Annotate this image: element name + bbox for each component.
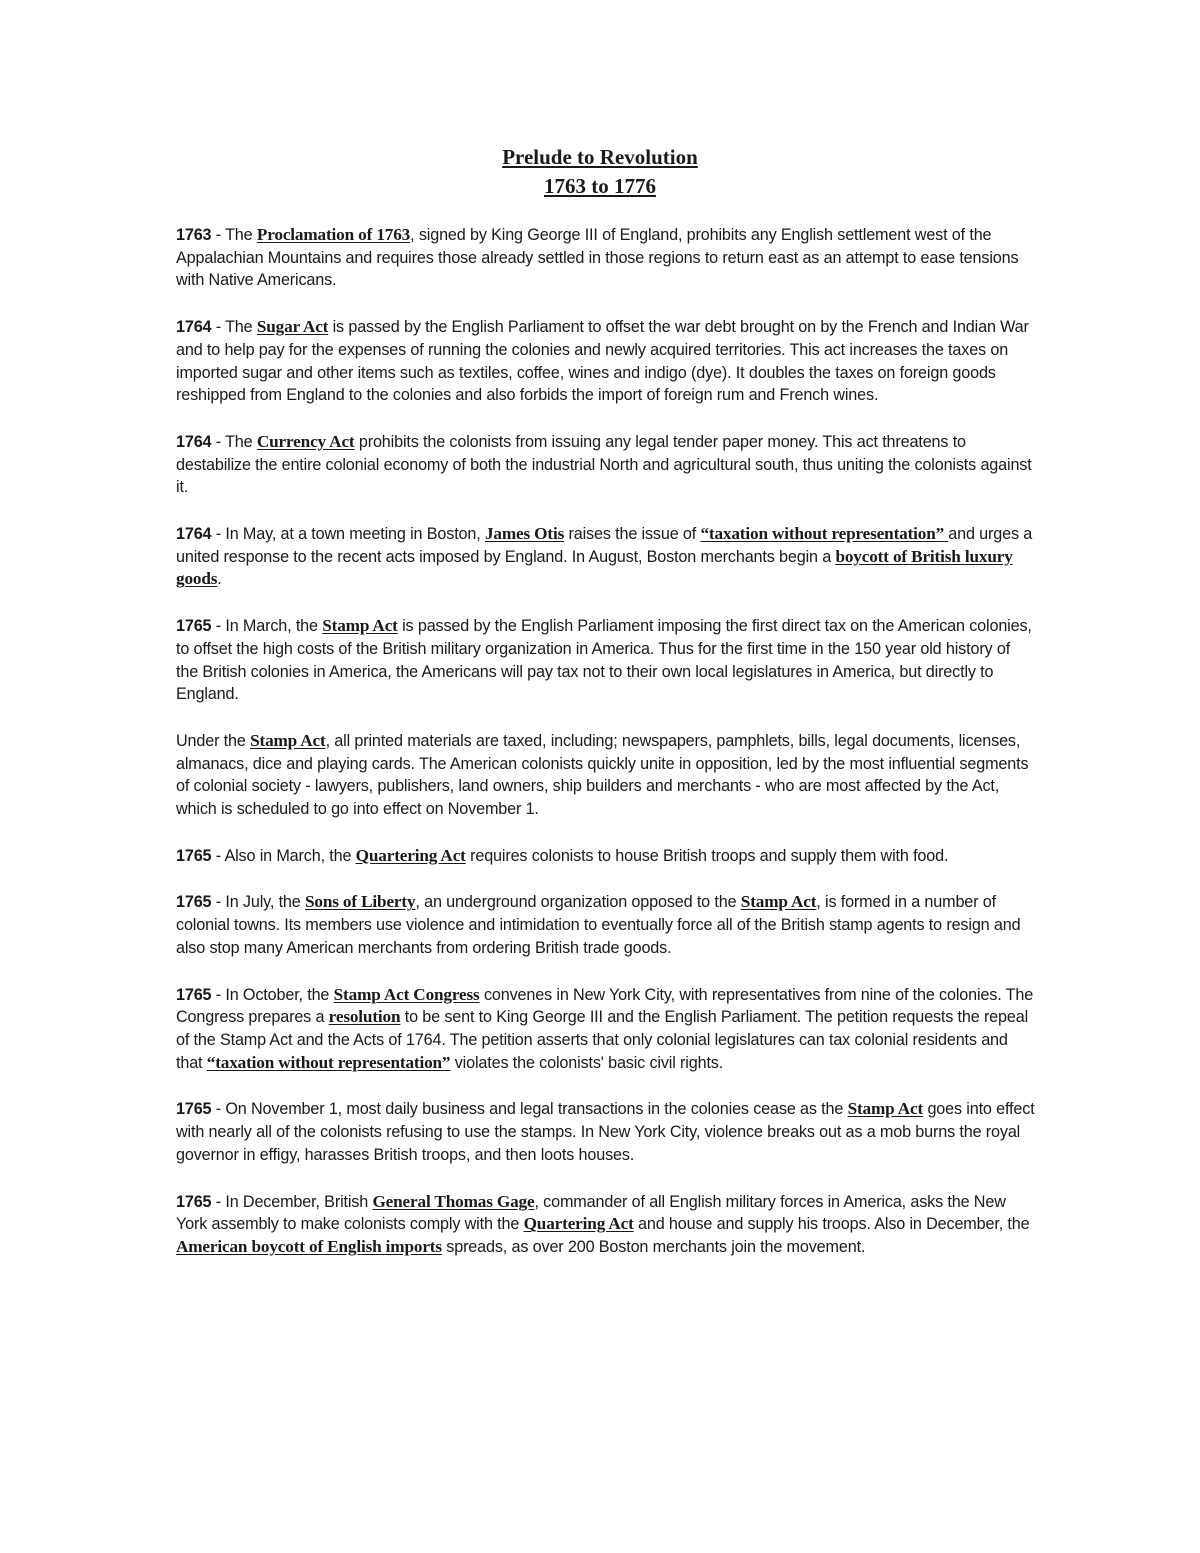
key-term: Currency Act [256, 431, 355, 451]
key-term: Stamp Act Congress [333, 984, 480, 1004]
paragraph [176, 316, 1036, 407]
paragraph [176, 224, 1036, 292]
entry-year: 1765 [176, 617, 212, 636]
paragraph [176, 984, 1036, 1075]
key-term: Quartering Act [355, 845, 466, 865]
document-title: Prelude to Revolution [502, 145, 698, 169]
paragraph-text: spreads, as over 200 Boston merchants join the movement. [441, 1237, 866, 1256]
entry-year: 1765 [176, 1100, 212, 1119]
paragraph-text: violates the colonists' basic civil rights. [450, 1053, 724, 1072]
title-block [0, 143, 1200, 201]
key-term: James Otis [484, 524, 565, 544]
paragraph-text: - In May, at a town meeting in Boston, [211, 525, 485, 544]
paragraph-text: and urges a united response to the recent acts imposed by England. In August, Boston merchants begin a [176, 525, 1033, 566]
paragraph [176, 1191, 1036, 1259]
entry-year: 1764 [176, 525, 212, 544]
paragraph-text: - In October, the [211, 985, 334, 1004]
paragraph [176, 615, 1036, 706]
paragraph-text: - In March, the [211, 617, 323, 636]
paragraph-text: goes into effect with nearly all of the colonists refusing to use the stamps. In New York City, violence breaks out as a mob burns the royal governor in effigy, harasses British troops, and then loots houses. [176, 1100, 1035, 1164]
paragraph-text: to be sent to King George III and the English Parliament. The petition requests the repeal of the Stamp Act and the Acts of 1764. The petition asserts that only colonial legislatures can tax colonial residents and that [176, 1008, 1029, 1072]
key-term: American boycott of English imports [176, 1236, 442, 1256]
paragraph-text: - In July, the [211, 893, 305, 912]
document-body [176, 224, 1036, 1283]
entry-year: 1764 [176, 432, 212, 451]
paragraph-text: - Also in March, the [211, 846, 356, 865]
paragraph-text: , commander of all English military forces in America, asks the New York assembly to make colonists comply with the [176, 1192, 1006, 1234]
key-term: Stamp Act [740, 892, 817, 912]
paragraph-text: . [217, 570, 222, 589]
paragraph-text: requires colonists to house British troops and supply them with food. [465, 846, 949, 865]
paragraph-text: , is formed in a number of colonial towns. Its members use violence and intimidation to eventually force all of the British stamp agents to resign and also stop many American merchants from ordering British trade goods. [176, 893, 1021, 957]
paragraph-text: and house and supply his troops. Also in December, the [633, 1215, 1030, 1234]
paragraph-text: is passed by the English Parliament to offset the war debt brought on by the French and Indian War and to help pay for the expenses of running the colonies and newly acquired territories. This act increases the taxes on imported sugar and other items such as textiles, coffee, wines and indigo (dye). It doubles the taxes on foreign goods reshipped from England to the colonies and also forbids the import of foreign rum and French wines. [176, 318, 1029, 405]
paragraph-text: , all printed materials are taxed, including; newspapers, pamphlets, bills, legal documents, licenses, almanacs, dice and playing cards. The American colonists quickly unite in opposition, led by the most influential segments of colonial society - lawyers, publishers, land owners, ship builders and merchants - who are most affected by the Act, which is scheduled to go into effect on November 1. [176, 731, 1029, 819]
key-term: Stamp Act [847, 1099, 924, 1119]
document-subtitle: 1763 to 1776 [544, 174, 656, 198]
key-term: Quartering Act [523, 1214, 634, 1234]
paragraph-text: - The [211, 432, 257, 451]
entry-year: 1763 [176, 226, 212, 244]
paragraph-text: , signed by King George III of England, prohibits any English settlement west of the Appalachian Mountains and requires those already settled in those regions to return east as an attempt to ease tensions with Native Americans. [176, 226, 1019, 290]
paragraph [176, 431, 1036, 499]
paragraph-text: raises the issue of [564, 525, 701, 544]
paragraph [176, 730, 1036, 821]
paragraph-text: , an underground organization opposed to the [415, 893, 741, 912]
paragraph [176, 523, 1036, 591]
paragraph-text: is passed by the English Parliament imposing the first direct tax on the American colonies, to offset the high costs of the British military organization in America. Thus for the first time in the 150 year old history of the British colonies in America, the Americans will pay tax not to their own local legislatures in America, but directly to England. [176, 617, 1032, 704]
paragraph [176, 845, 1036, 868]
key-term: boycott of British luxury goods [176, 546, 1013, 589]
paragraph-text: prohibits the colonists from issuing any legal tender paper money. This act threatens to destabilize the entire colonial economy of both the industrial North and agricultural south, thus uniting the colonists against it. [176, 432, 1032, 497]
key-term: Sons of Liberty [304, 892, 416, 912]
paragraph [176, 891, 1036, 959]
key-term: “taxation without representation” [206, 1052, 451, 1072]
key-term: Stamp Act [250, 730, 326, 750]
key-term: General Thomas Gage [372, 1191, 535, 1211]
entry-year: 1765 [176, 985, 212, 1004]
entry-year: 1764 [176, 318, 212, 337]
paragraph-text: - In December, British [211, 1192, 373, 1211]
paragraph-text: - The [211, 318, 257, 337]
paragraph-text: Under the [176, 731, 251, 750]
entry-year: 1765 [176, 893, 212, 912]
entry-year: 1765 [176, 846, 212, 865]
key-term: resolution [328, 1007, 401, 1027]
paragraph-text: convenes in New York City, with representatives from nine of the colonies. The Congress prepares a [176, 985, 1034, 1027]
paragraph-text: - On November 1, most daily business and legal transactions in the colonies cease as the [211, 1100, 848, 1119]
entry-year: 1765 [176, 1192, 212, 1211]
paragraph [176, 1098, 1036, 1166]
key-term: Proclamation of 1763 [256, 225, 411, 244]
key-term: “taxation without representation” [700, 524, 949, 544]
paragraph-text: - The [211, 226, 257, 244]
key-term: Stamp Act [322, 616, 398, 636]
key-term: Sugar Act [256, 317, 329, 337]
